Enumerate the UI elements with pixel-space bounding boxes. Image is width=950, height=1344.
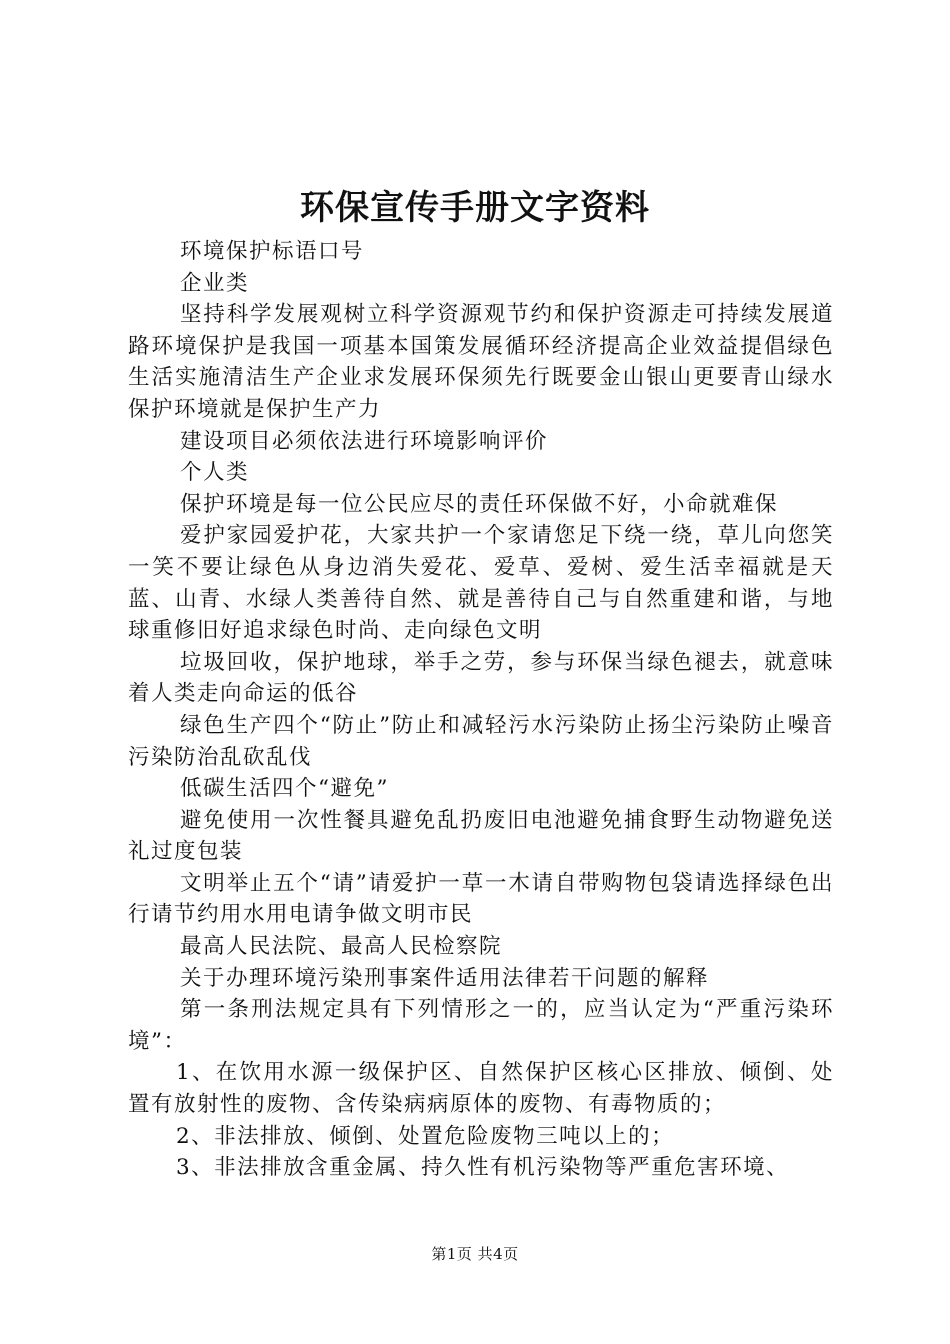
category-heading-enterprise: 企业类 [180,270,250,296]
paragraph-civilized-behavior: 文明举止五个“请”请爱护一草一木请自带购物包袋请选择绿色出行请节约用水用电请争做文明市民 [128,870,834,928]
category-heading-personal: 个人类 [180,460,250,486]
paragraph-court-names: 最高人民法院、最高人民检察院 [180,934,503,960]
section-heading: 环境保护标语口号 [180,239,365,264]
paragraph-enterprise-slogans: 坚持科学发展观树立科学资源观节约和保护资源走可持续发展道路环境保护是我国一项基本国策发展循环经济提高企业效益提倡绿色生活实施清洁生产企业求发展环保须先行既要金山银山更要青山绿水保护环境就是保护生产力 [128,302,834,422]
paragraph-love-home: 爱护家园爱护花，大家共护一个家请您足下绕一绕，草儿向您笑一笑不要让绿色从身边消失爱花、爱草、爱树、爱生活幸福就是天蓝、山青、水绿人类善待自然、就是善待自己与自然重建和谐，与地球重修旧好追求绿色时尚、走向绿色文明 [128,523,834,644]
paragraph-citizen-duty: 保护环境是每一位公民应尽的责任环保做不好，小命就难保 [180,491,779,517]
document-title: 环保宣传手册文字资料 [300,188,650,228]
paragraph-green-production: 绿色生产四个“防止”防止和减轻污水污染防止扬尘污染防止噪音污染防治乱砍乱伐 [128,712,834,770]
paragraph-interpretation-title: 关于办理环境污染刑事案件适用法律若干问题的解释 [180,965,710,991]
list-item-2: 2、非法排放、倾倒、处置危险废物三吨以上的； [176,1123,675,1149]
list-item-1: 1、在饮用水源一级保护区、自然保护区核心区排放、倾倒、处置有放射性的废物、含传染病病原体的废物、有毒物质的； [128,1060,834,1118]
paragraph-low-carbon-heading: 低碳生活四个“避免” [180,776,389,802]
paragraph-article-one: 第一条刑法规定具有下列情形之一的，应当认定为“严重污染环境”： [128,997,834,1054]
paragraph-recycling: 垃圾回收，保护地球，举手之劳，参与环保当绿色褪去，就意味着人类走向命运的低谷 [128,649,834,707]
paragraph-low-carbon-avoid: 避免使用一次性餐具避免乱扔废旧电池避免捕食野生动物避免送礼过度包装 [128,807,834,865]
page-footer: 第1页 共4页 [431,1245,519,1263]
list-item-3: 3、非法排放含重金属、持久性有机污染物等严重危害环境、 [176,1155,790,1181]
document-body [128,236,834,1184]
paragraph-project-assessment: 建设项目必须依法进行环境影响评价 [180,428,549,454]
